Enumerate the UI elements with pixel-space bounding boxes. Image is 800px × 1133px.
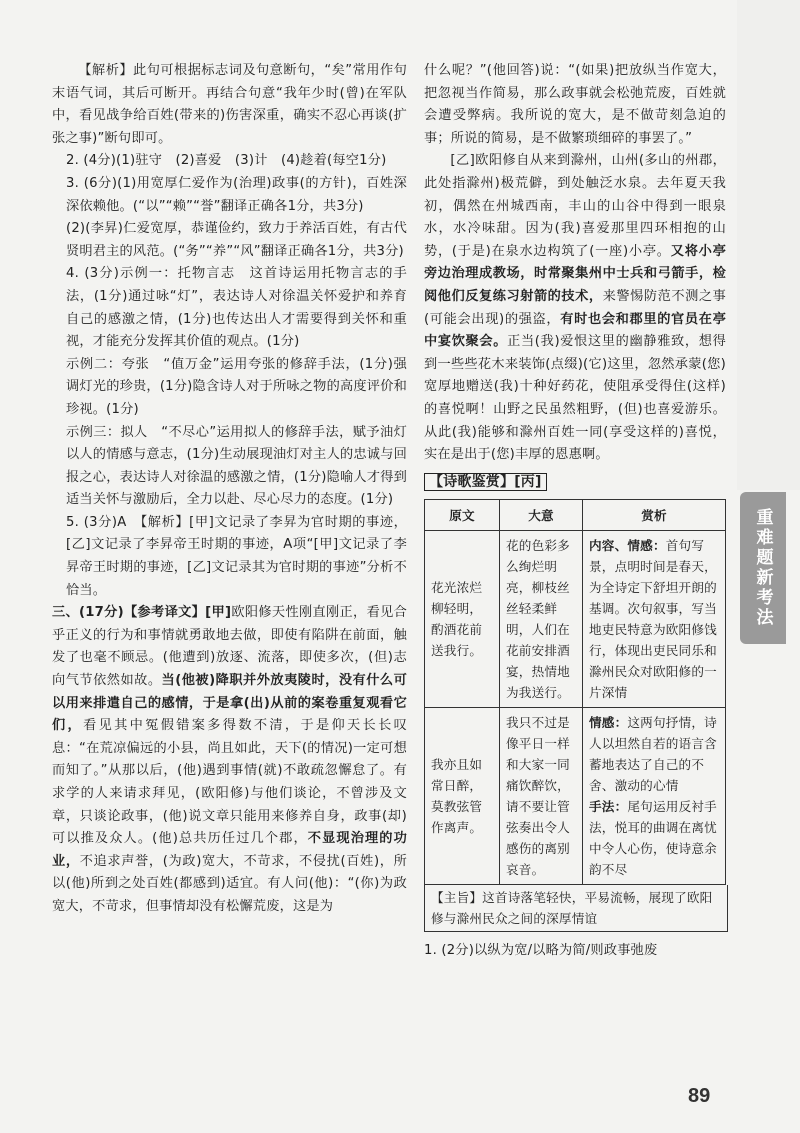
- answer-q5: 5. (3分)A 【解析】[甲]文记录了李昇为官时期的事迹，[乙]文记录了李昇帝王时期的事迹，A项“[甲]文记录了李昇帝王时期的事迹，[乙]文记录其为官时期的事迹”分析不恰当。: [66, 514, 407, 598]
- poem-theme-summary: 【主旨】这首诗落笔轻快，平易流畅，展现了欧阳修与滁州民众之间的深厚情谊: [424, 885, 728, 932]
- analysis-label: 情感：: [589, 715, 628, 731]
- analysis-paragraph: 【解析】此句可根据标志词及句意断句，“矣”常用作句末语气词，其后可断开。再结合句意“我年少时(曾)在军队中，看见战争给百姓(带来的)伤害深重，确实不忍心再谈(扩张之事)”断句即可。: [52, 63, 407, 146]
- left-column: [52, 60, 407, 919]
- translation-text: 不追求声誉，(为政)宽大，不苛求，不侵扰(百姓)，所以(他)所到之处百姓(都感到)适宜。有人问(他)：“(你)为政宽大，不苛求，但事情却没有松懈荒废，这是为: [52, 853, 407, 914]
- translation-bold-text: 有时也会和郡里的官员在亭中宴饮聚会。: [424, 311, 726, 350]
- translation-text: 欧阳修天性刚直刚正，看见合乎正义的行为和事情就勇敢地去做，即使有陷阱在前面，触发了也毫不顾忌。(他遭到)放逐、流落，即使多次，(但)志向气节依然如故。: [52, 605, 407, 689]
- translation-bold-text: 不显现治理的功业，: [52, 831, 407, 869]
- translation-text: 来警惕防范不测之事(可能会出现)的强盗，: [424, 288, 726, 327]
- table-header-row: [425, 500, 726, 531]
- answer-q2: 2. (4分)(1)驻守 (2)喜爱 (3)计 (4)趁着(每空1分): [66, 153, 387, 169]
- table-row: [425, 708, 726, 885]
- analysis-cell: [583, 531, 726, 708]
- poem-analysis-table: [424, 499, 726, 885]
- answer-q3-part1: 3. (6分)(1)用宽厚仁爱作为(治理)政事(的方针)，百姓深深依赖他。(“以”“赖”“誉”翻译正确各1分，共3分): [66, 175, 407, 214]
- original-text-cell: 我亦且如常日醉，莫教弦管作离声。: [425, 708, 500, 885]
- answer-q3-part2: (2)(李昇)仁爱宽厚，恭谨俭约，致力于养活百姓，有古代贤明君主的风范。(“务”“养”“风”翻译正确各1分，共3分): [66, 221, 407, 259]
- section-3-heading: 三、(17分)【参考译文】[甲]: [52, 605, 232, 621]
- answer-q1: 1. (2分)以纵为宽/以略为简/则政事弛废: [424, 943, 658, 959]
- analysis-label: 内容、情感：: [589, 538, 666, 554]
- original-text-cell: 花光浓烂柳轻明，酌酒花前送我行。: [425, 531, 500, 708]
- answer-q4-example3: 示例三：拟人 “不尽心”运用拟人的修辞手法，赋予油灯以人的情感与意志，(1分)生动展现油灯对主人的忠诚与回报之心，表达诗人对徐温的感激之情，(1分)隐喻人才得到适当关怀与激励后，全力以赴、尽心尽力的态度。(1分): [66, 424, 407, 508]
- translation-yi: [424, 150, 726, 466]
- translation-text: 看见其中冤假错案多得数不清，于是仰天长长叹息：“在荒凉偏远的小县，尚且如此，天下(的情况)一定可想而知了。”从那以后，(他)遇到事情(就)不敢疏忽懈怠了。有求学的人来请求拜见，(欧阳修)与他们谈论，不曾涉及文章，只谈论政事，(他)说文章只能用来修养自身，政事(却)可以推及众人。(他)总共历任过几个郡，: [52, 718, 407, 847]
- side-tab: 重难题新考法: [740, 492, 786, 644]
- translation-text: [乙]欧阳修自从来到滁州，山州(多山的州郡，此处指滁州)极荒僻，到处触泛水泉。去年夏天我初，偶然在州城西南，丰山的山谷中得到一眼泉水，水冷味甜。因为(我)喜爱那里四环相抱的山势，(于是)在泉水边构筑了(一座)小亭。: [424, 153, 726, 259]
- analysis-cell: [583, 708, 726, 885]
- answer-q4-example2: 示例二：夸张 “值万金”运用夸张的修辞手法，(1分)强调灯光的珍贵，(1分)隐含诗人对于所咏之物的高度评价和珍视。(1分): [66, 356, 407, 417]
- table-row: [425, 531, 726, 708]
- table-header: 原文: [425, 500, 500, 531]
- analysis-text: 这两句抒情，诗人以坦然自若的语言含蓄地表达了自己的不舍、激动的心情: [589, 715, 717, 794]
- table-header: 赏析: [583, 500, 726, 531]
- answer-q4-example1: 4. (3分)示例一：托物言志 这首诗运用托物言志的手法，(1分)通过咏“灯”，表达诗人对徐温关怀爱护和养育自己的感激之情，(1分)也传达出人才需要得到关怀和重视，才能充分发挥其价值的观点。(1分): [66, 266, 407, 350]
- right-column: [424, 60, 726, 963]
- analysis-label: 手法：: [589, 799, 628, 815]
- translation-section-3: [52, 602, 407, 918]
- page-edge-shadow: [737, 0, 800, 490]
- meaning-cell: 我只不过是像平日一样和大家一同痛饮醉饮，请不要让管弦奏出令人感伤的离别哀音。: [500, 708, 583, 885]
- translation-text: 正当(我)爱恨这里的幽静雅致，想得到一些些花木来装饰(点缀)(它)这里，忽然承蒙(您)宽厚地赠送(我)十种好药花，使阻承受得住(这样)的喜悦啊！山野之民虽然粗野，(但)也喜爱游乐。从此(我)能够和滁州百姓一同(享受这样的)喜悦，实在是出于(您)丰厚的恩惠啊。: [424, 334, 726, 463]
- table-header: 大意: [500, 500, 583, 531]
- translation-continued: 什么呢？”(他回答)说：“(如果)把放纵当作宽大，把忽视当作简易，那么政事就会松弛荒废，百姓就会遭受弊病。我所说的宽大，是不做苛刻急迫的事；所说的简易，是不做繁琐细碎的事罢了。”: [424, 63, 726, 146]
- analysis-text: 首句写景，点明时间是春天，为全诗定下舒坦开朗的基调。次句叙事，写当地吏民特意为欧阳修饯行，体现出吏民同乐和滁州民众对欧阳修的一片深情: [589, 538, 717, 701]
- page-number: 89: [688, 1085, 711, 1107]
- translation-bold-text: 当(他被)降职并外放夷陵时，没有什么可以用来排遣自己的感情，于是拿(出)从前的案卷重复观看它们，: [52, 673, 407, 734]
- translation-bold-text: 又将小亭旁边治理成教场，时常聚集州中士兵和弓箭手，检阅他们反复练习射箭的技术，: [424, 243, 726, 304]
- meaning-cell: 花的色彩多么绚烂明亮，柳枝丝丝轻柔鲜明，人们在花前安排酒宴，热情地为我送行。: [500, 531, 583, 708]
- analysis-text: 尾句运用反衬手法，悦耳的曲调在离忧中令人心伤，使诗意余韵不尽: [589, 799, 717, 878]
- poem-appreciation-heading: 【诗歌鉴赏】[丙]: [424, 471, 726, 494]
